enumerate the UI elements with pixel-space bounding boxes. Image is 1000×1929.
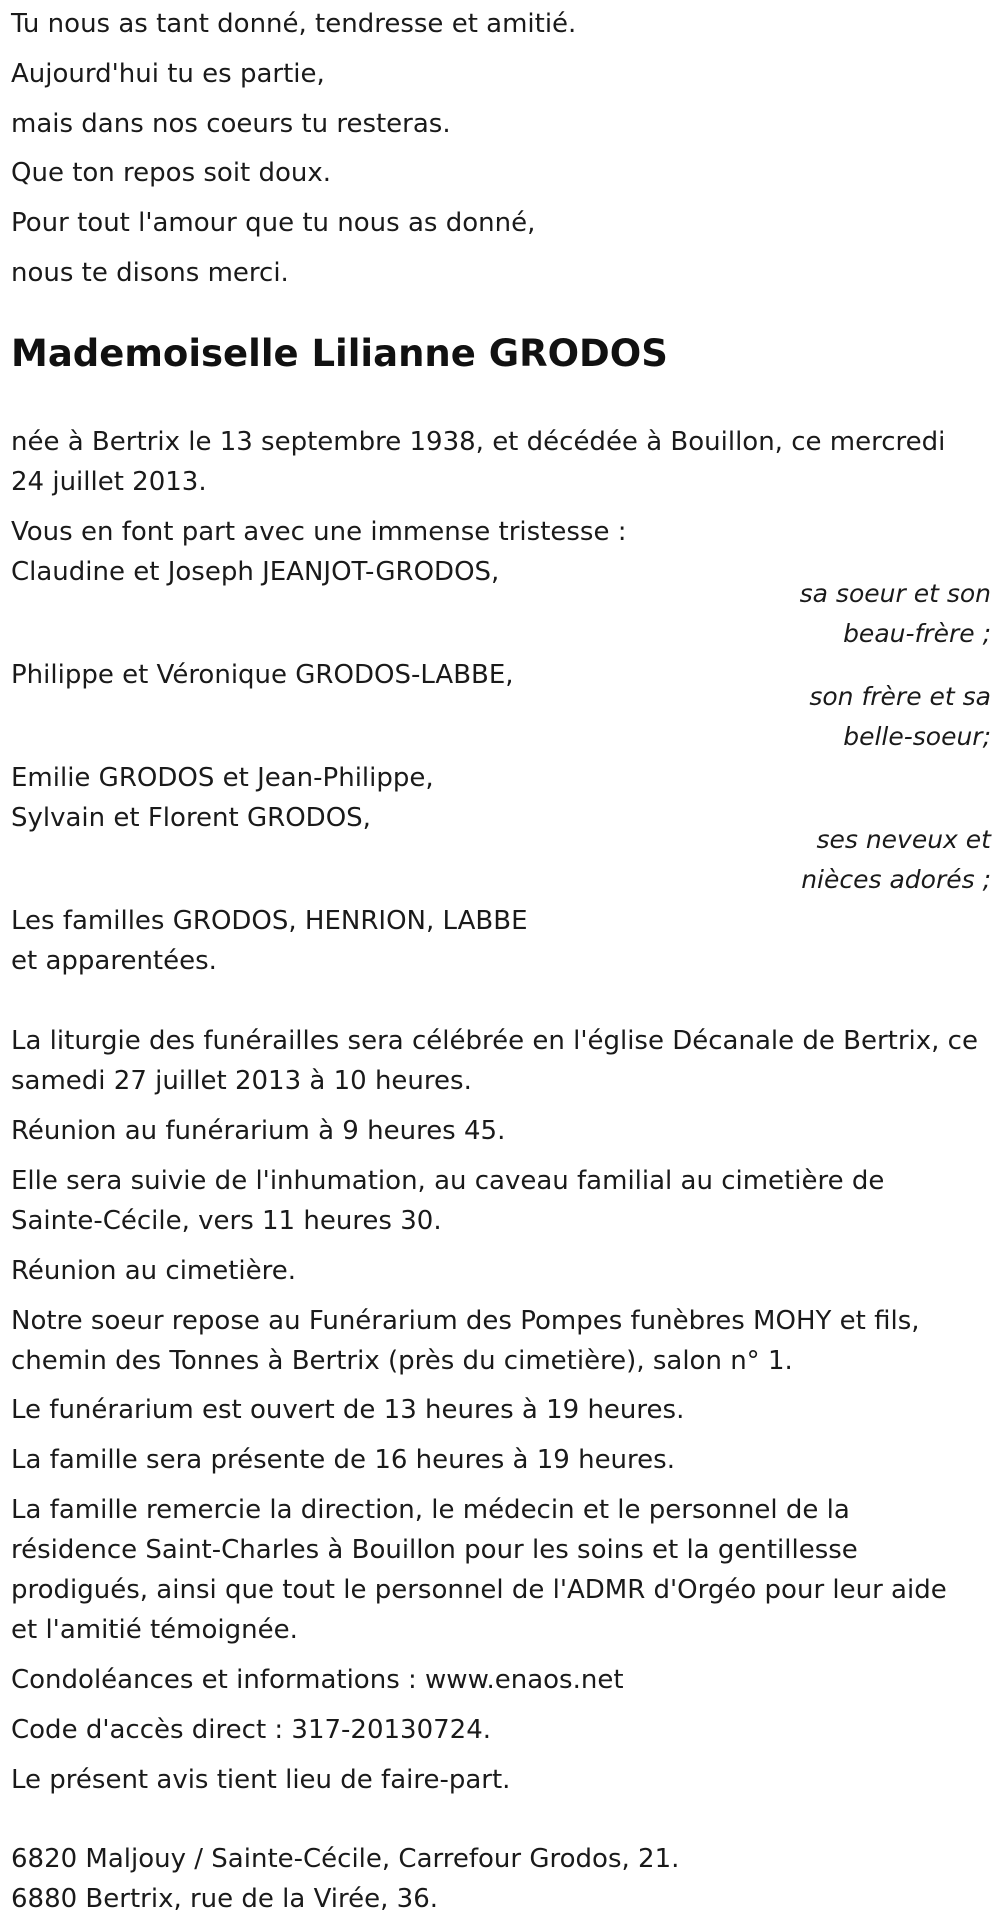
poem-line: nous te disons merci.: [11, 258, 289, 288]
birth-death-line: 24 juillet 2013.: [11, 467, 207, 497]
announcement-intro: Vous en font part avec une immense tristesse :: [11, 517, 627, 547]
family-names: Sylvain et Florent GRODOS,: [11, 803, 371, 833]
birth-death-line: née à Bertrix le 13 septembre 1938, et décédée à Bouillon, ce mercredi: [11, 427, 946, 457]
condolences-label: Condoléances et informations :: [11, 1665, 426, 1695]
poem-line: Tu nous as tant donné, tendresse et amitié.: [11, 9, 577, 39]
meeting-funerarium: Réunion au funérarium à 9 heures 45.: [11, 1116, 506, 1146]
condolences-link[interactable]: www.enaos.net: [425, 1665, 624, 1695]
family-presence: La famille sera présente de 16 heures à 19 heures.: [11, 1445, 675, 1475]
burial-line: Sainte-Cécile, vers 11 heures 30.: [11, 1206, 442, 1236]
thanks-line: et l'amitié témoignée.: [11, 1615, 298, 1645]
address-line: 6880 Bertrix, rue de la Virée, 36.: [11, 1884, 439, 1914]
address-line: 6820 Maljouy / Sainte-Cécile, Carrefour Grodos, 21.: [11, 1844, 680, 1874]
access-code: Code d'accès direct : 317-20130724.: [11, 1715, 492, 1745]
poem-line: mais dans nos coeurs tu resteras.: [11, 109, 451, 139]
liturgy-line: samedi 27 juillet 2013 à 10 heures.: [11, 1066, 472, 1096]
family-relation: sa soeur et son: [799, 579, 991, 608]
rest-place-line: chemin des Tonnes à Bertrix (près du cimetière), salon n° 1.: [11, 1346, 793, 1376]
family-relation: ses neveux et: [816, 825, 991, 854]
thanks-line: résidence Saint-Charles à Bouillon pour les soins et la gentillesse: [11, 1535, 858, 1565]
deceased-name: Mademoiselle Lilianne GRODOS: [11, 332, 668, 375]
burial-line: Elle sera suivie de l'inhumation, au caveau familial au cimetière de: [11, 1166, 885, 1196]
poem-line: Aujourd'hui tu es partie,: [11, 59, 325, 89]
funerarium-hours: Le funérarium est ouvert de 13 heures à 19 heures.: [11, 1395, 685, 1425]
family-names: Emilie GRODOS et Jean-Philippe,: [11, 763, 434, 793]
family-relation: beau-frère ;: [843, 619, 991, 648]
rest-place-line: Notre soeur repose au Funérarium des Pompes funèbres MOHY et fils,: [11, 1306, 920, 1336]
family-names: Philippe et Véronique GRODOS-LABBE,: [11, 660, 514, 690]
condolences-line: [11, 1660, 624, 1700]
liturgy-line: La liturgie des funérailles sera célébrée en l'église Décanale de Bertrix, ce: [11, 1026, 978, 1056]
family-names: Claudine et Joseph JEANJOT-GRODOS,: [11, 557, 500, 587]
notice-line: Le présent avis tient lieu de faire-part.: [11, 1765, 511, 1795]
family-relation: belle-soeur;: [843, 722, 991, 751]
thanks-line: prodigués, ainsi que tout le personnel de l'ADMR d'Orgéo pour leur aide: [11, 1575, 947, 1605]
family-names: et apparentées.: [11, 946, 217, 976]
family-relation: son frère et sa: [809, 682, 991, 711]
poem-line: Pour tout l'amour que tu nous as donné,: [11, 208, 536, 238]
thanks-line: La famille remercie la direction, le médecin et le personnel de la: [11, 1495, 850, 1525]
poem-line: Que ton repos soit doux.: [11, 158, 332, 188]
family-relation: nièces adorés ;: [801, 865, 991, 894]
meeting-cemetery: Réunion au cimetière.: [11, 1256, 297, 1286]
family-names: Les familles GRODOS, HENRION, LABBE: [11, 906, 528, 936]
